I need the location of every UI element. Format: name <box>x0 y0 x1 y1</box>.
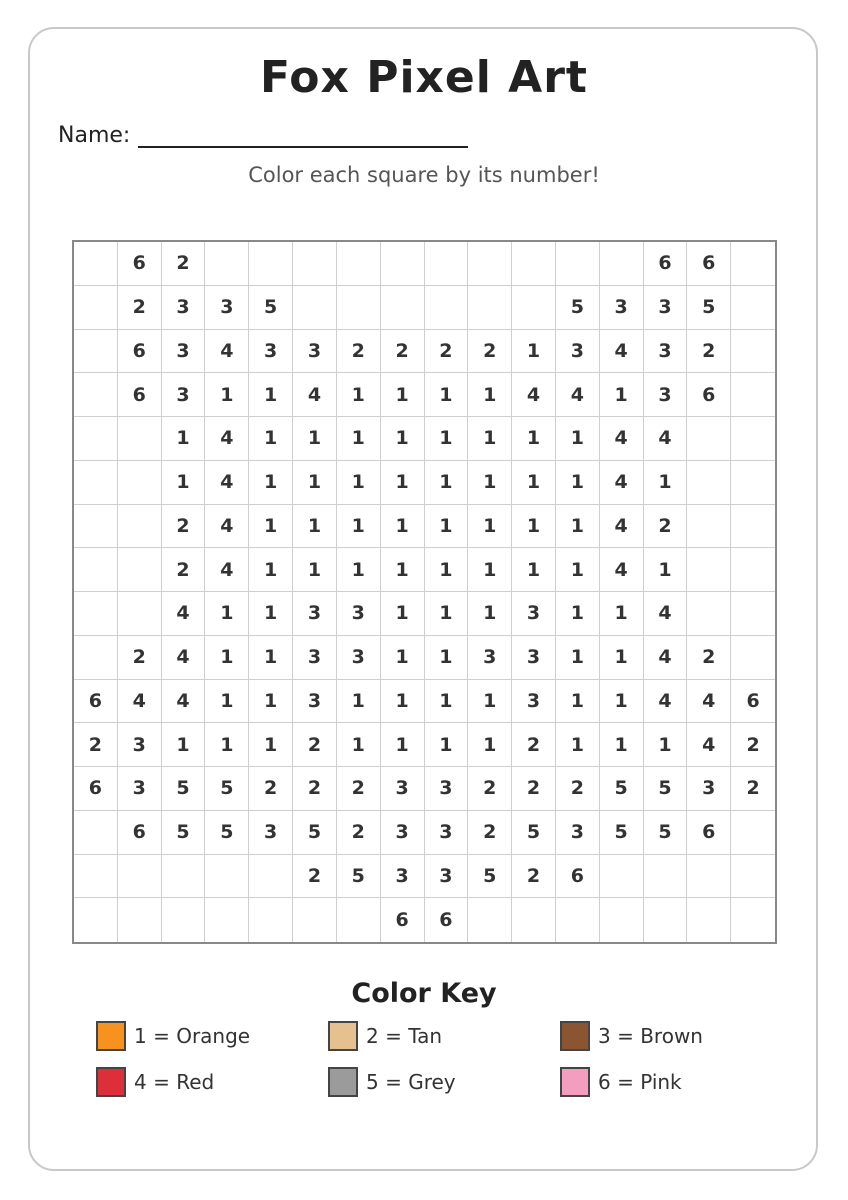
grid-cell: 2 <box>425 330 469 374</box>
grid-cell: 3 <box>381 767 425 811</box>
grid-cell: 6 <box>381 898 425 942</box>
grid-cell: 3 <box>556 330 600 374</box>
grid-cell <box>74 373 118 417</box>
color-key-item <box>328 1066 560 1098</box>
grid-cell: 5 <box>600 767 644 811</box>
grid-cell <box>118 461 162 505</box>
grid-cell <box>381 242 425 286</box>
grid-cell: 1 <box>249 636 293 680</box>
instructions: Color each square by its number! <box>248 163 600 187</box>
color-key-item <box>560 1066 760 1098</box>
grid-cell: 3 <box>556 811 600 855</box>
grid-cell: 1 <box>381 592 425 636</box>
grid-cell: 5 <box>556 286 600 330</box>
grid-cell: 3 <box>118 723 162 767</box>
grid-cell: 1 <box>600 592 644 636</box>
grid-cell <box>687 898 731 942</box>
grid-cell: 1 <box>512 505 556 549</box>
color-swatch <box>96 1067 126 1097</box>
grid-cell <box>468 242 512 286</box>
color-swatch <box>96 1021 126 1051</box>
grid-cell <box>118 592 162 636</box>
color-key-title: Color Key <box>351 978 497 1009</box>
grid-cell: 1 <box>556 636 600 680</box>
color-key-label: 3 = Brown <box>598 1024 703 1048</box>
color-key-label: 4 = Red <box>134 1070 215 1094</box>
grid-cell: 3 <box>249 811 293 855</box>
grid-cell: 1 <box>425 548 469 592</box>
grid-cell: 2 <box>74 723 118 767</box>
grid-cell <box>249 855 293 899</box>
grid-cell <box>731 811 775 855</box>
color-key-label: 2 = Tan <box>366 1024 443 1048</box>
grid-cell: 1 <box>556 505 600 549</box>
grid-cell: 2 <box>687 636 731 680</box>
grid-cell: 1 <box>512 417 556 461</box>
color-swatch <box>328 1067 358 1097</box>
grid-cell: 3 <box>249 330 293 374</box>
grid-cell: 4 <box>644 636 688 680</box>
grid-cell: 3 <box>600 286 644 330</box>
grid-cell: 5 <box>293 811 337 855</box>
grid-cell: 1 <box>600 723 644 767</box>
grid-cell: 3 <box>644 373 688 417</box>
grid-cell: 1 <box>381 461 425 505</box>
grid-cell: 1 <box>425 680 469 724</box>
name-label: Name: <box>58 123 131 148</box>
grid-cell <box>425 242 469 286</box>
grid-cell: 3 <box>425 811 469 855</box>
grid-cell: 1 <box>556 680 600 724</box>
grid-cell <box>687 592 731 636</box>
grid-cell: 2 <box>118 286 162 330</box>
color-key-item <box>96 1020 328 1052</box>
grid-cell <box>74 286 118 330</box>
grid-cell: 6 <box>687 811 731 855</box>
color-swatch <box>560 1067 590 1097</box>
grid-cell: 4 <box>644 680 688 724</box>
grid-cell <box>74 811 118 855</box>
grid-cell: 2 <box>381 330 425 374</box>
grid-cell <box>118 855 162 899</box>
grid-cell: 4 <box>644 592 688 636</box>
grid-cell: 1 <box>162 723 206 767</box>
grid-cell: 4 <box>205 417 249 461</box>
grid-cell: 2 <box>337 811 381 855</box>
name-blank-line[interactable] <box>138 122 468 148</box>
grid-cell: 3 <box>162 286 206 330</box>
grid-cell: 2 <box>556 767 600 811</box>
grid-cell: 3 <box>381 811 425 855</box>
grid-cell: 2 <box>468 811 512 855</box>
grid-cell: 2 <box>118 636 162 680</box>
grid-cell: 2 <box>162 548 206 592</box>
grid-cell: 4 <box>687 723 731 767</box>
grid-cell <box>687 461 731 505</box>
grid-cell <box>556 898 600 942</box>
grid-cell: 1 <box>644 461 688 505</box>
grid-cell: 3 <box>293 330 337 374</box>
grid-cell: 1 <box>425 461 469 505</box>
grid-cell: 4 <box>687 680 731 724</box>
grid-cell <box>74 330 118 374</box>
grid-cell: 1 <box>512 330 556 374</box>
color-key-label: 5 = Grey <box>366 1070 456 1094</box>
grid-cell <box>468 286 512 330</box>
grid-cell: 4 <box>162 680 206 724</box>
grid-cell: 5 <box>205 767 249 811</box>
grid-cell <box>731 636 775 680</box>
grid-cell: 1 <box>249 461 293 505</box>
grid-cell: 6 <box>644 242 688 286</box>
grid-cell: 3 <box>468 636 512 680</box>
color-key-label: 1 = Orange <box>134 1024 251 1048</box>
grid-cell: 1 <box>249 417 293 461</box>
grid-cell: 4 <box>600 330 644 374</box>
grid-cell <box>118 505 162 549</box>
grid-cell: 5 <box>600 811 644 855</box>
grid-cell: 1 <box>337 680 381 724</box>
color-swatch <box>328 1021 358 1051</box>
grid-cell: 1 <box>381 505 425 549</box>
grid-cell <box>731 286 775 330</box>
grid-cell: 2 <box>731 723 775 767</box>
grid-cell: 1 <box>381 680 425 724</box>
grid-cell <box>731 242 775 286</box>
grid-cell: 2 <box>293 767 337 811</box>
grid-cell: 1 <box>337 505 381 549</box>
name-row <box>58 122 468 148</box>
grid-cell <box>468 898 512 942</box>
color-key-item <box>328 1020 560 1052</box>
grid-cell: 1 <box>249 373 293 417</box>
grid-cell <box>74 898 118 942</box>
grid-cell: 5 <box>644 767 688 811</box>
grid-cell: 1 <box>381 373 425 417</box>
grid-cell <box>687 505 731 549</box>
pixel-grid <box>72 240 777 944</box>
grid-cell: 1 <box>381 636 425 680</box>
grid-cell: 4 <box>205 505 249 549</box>
grid-cell: 1 <box>162 461 206 505</box>
grid-cell: 1 <box>337 417 381 461</box>
grid-cell: 1 <box>337 373 381 417</box>
grid-cell: 4 <box>600 548 644 592</box>
grid-cell <box>118 417 162 461</box>
grid-cell: 4 <box>600 505 644 549</box>
grid-cell: 1 <box>337 723 381 767</box>
grid-cell: 6 <box>74 680 118 724</box>
grid-cell <box>687 855 731 899</box>
grid-cell: 1 <box>205 680 249 724</box>
grid-cell: 1 <box>468 592 512 636</box>
grid-cell: 1 <box>556 548 600 592</box>
grid-cell <box>205 898 249 942</box>
grid-cell: 1 <box>600 680 644 724</box>
grid-cell <box>74 505 118 549</box>
grid-cell: 1 <box>600 636 644 680</box>
grid-cell <box>74 417 118 461</box>
grid-cell <box>731 461 775 505</box>
grid-cell: 2 <box>512 855 556 899</box>
grid-cell: 2 <box>731 767 775 811</box>
color-key-item <box>560 1020 760 1052</box>
grid-cell: 4 <box>600 417 644 461</box>
grid-cell <box>74 636 118 680</box>
grid-cell: 1 <box>249 680 293 724</box>
grid-cell: 5 <box>468 855 512 899</box>
grid-cell: 1 <box>556 417 600 461</box>
grid-cell <box>600 242 644 286</box>
grid-cell: 3 <box>293 592 337 636</box>
grid-cell: 1 <box>556 592 600 636</box>
grid-cell <box>249 898 293 942</box>
grid-cell: 2 <box>162 242 206 286</box>
grid-cell <box>337 242 381 286</box>
grid-cell: 1 <box>468 680 512 724</box>
grid-cell <box>644 855 688 899</box>
grid-cell <box>118 548 162 592</box>
grid-cell: 3 <box>337 592 381 636</box>
grid-cell: 2 <box>337 330 381 374</box>
grid-cell: 6 <box>118 811 162 855</box>
grid-cell <box>600 855 644 899</box>
grid-cell: 1 <box>468 461 512 505</box>
grid-cell: 1 <box>293 461 337 505</box>
grid-cell: 1 <box>381 417 425 461</box>
grid-cell: 4 <box>293 373 337 417</box>
grid-cell <box>425 286 469 330</box>
grid-cell: 2 <box>162 505 206 549</box>
grid-cell: 6 <box>74 767 118 811</box>
grid-cell: 1 <box>468 505 512 549</box>
grid-cell: 1 <box>249 548 293 592</box>
grid-cell <box>644 898 688 942</box>
grid-cell: 2 <box>293 855 337 899</box>
grid-cell: 6 <box>556 855 600 899</box>
grid-cell: 6 <box>687 373 731 417</box>
grid-cell: 1 <box>293 548 337 592</box>
grid-cell: 6 <box>687 242 731 286</box>
grid-cell: 1 <box>249 723 293 767</box>
grid-cell: 1 <box>644 723 688 767</box>
grid-cell <box>74 461 118 505</box>
grid-cell: 1 <box>249 592 293 636</box>
grid-cell: 5 <box>337 855 381 899</box>
grid-cell <box>293 286 337 330</box>
grid-cell <box>731 373 775 417</box>
grid-cell: 2 <box>644 505 688 549</box>
grid-cell: 1 <box>205 373 249 417</box>
grid-cell: 5 <box>512 811 556 855</box>
grid-cell <box>512 286 556 330</box>
grid-cell: 1 <box>468 723 512 767</box>
grid-cell: 5 <box>162 767 206 811</box>
grid-cell: 2 <box>468 767 512 811</box>
grid-cell: 2 <box>468 330 512 374</box>
grid-cell <box>731 505 775 549</box>
grid-cell: 3 <box>512 636 556 680</box>
grid-cell: 4 <box>600 461 644 505</box>
grid-cell: 1 <box>425 636 469 680</box>
grid-cell: 6 <box>118 373 162 417</box>
grid-cell: 3 <box>687 767 731 811</box>
grid-cell <box>731 855 775 899</box>
grid-cell: 4 <box>205 330 249 374</box>
grid-cell: 5 <box>644 811 688 855</box>
color-key <box>96 1020 756 1098</box>
grid-cell: 4 <box>205 548 249 592</box>
grid-cell <box>600 898 644 942</box>
grid-cell: 2 <box>512 767 556 811</box>
grid-cell <box>337 898 381 942</box>
grid-cell <box>162 898 206 942</box>
grid-cell: 1 <box>425 723 469 767</box>
grid-cell <box>74 592 118 636</box>
grid-cell <box>74 548 118 592</box>
grid-cell <box>162 855 206 899</box>
color-key-item <box>96 1066 328 1098</box>
grid-cell <box>249 242 293 286</box>
grid-cell: 2 <box>337 767 381 811</box>
grid-cell: 4 <box>644 417 688 461</box>
grid-cell: 3 <box>162 330 206 374</box>
grid-cell: 1 <box>468 548 512 592</box>
grid-cell: 1 <box>512 548 556 592</box>
grid-cell: 1 <box>381 723 425 767</box>
grid-cell: 3 <box>425 767 469 811</box>
grid-cell: 1 <box>249 505 293 549</box>
grid-cell: 2 <box>293 723 337 767</box>
grid-cell: 4 <box>118 680 162 724</box>
grid-cell: 4 <box>162 592 206 636</box>
grid-cell <box>512 898 556 942</box>
grid-cell: 1 <box>381 548 425 592</box>
grid-cell: 2 <box>687 330 731 374</box>
grid-cell: 1 <box>556 723 600 767</box>
grid-cell: 1 <box>337 461 381 505</box>
grid-cell: 1 <box>468 373 512 417</box>
grid-cell: 6 <box>731 680 775 724</box>
grid-cell <box>556 242 600 286</box>
grid-cell: 1 <box>205 636 249 680</box>
grid-cell: 3 <box>205 286 249 330</box>
grid-cell: 1 <box>425 373 469 417</box>
grid-cell: 1 <box>293 417 337 461</box>
color-key-label: 6 = Pink <box>598 1070 682 1094</box>
grid-cell: 4 <box>512 373 556 417</box>
grid-cell <box>118 898 162 942</box>
grid-cell: 5 <box>249 286 293 330</box>
grid-cell: 6 <box>118 242 162 286</box>
grid-cell: 3 <box>337 636 381 680</box>
grid-cell <box>381 286 425 330</box>
grid-cell: 4 <box>162 636 206 680</box>
grid-cell: 3 <box>118 767 162 811</box>
grid-cell <box>512 242 556 286</box>
grid-cell: 5 <box>687 286 731 330</box>
grid-cell: 1 <box>468 417 512 461</box>
grid-cell: 3 <box>425 855 469 899</box>
grid-cell: 1 <box>425 592 469 636</box>
grid-cell: 3 <box>512 680 556 724</box>
grid-cell <box>731 592 775 636</box>
grid-cell: 1 <box>205 592 249 636</box>
grid-cell: 1 <box>205 723 249 767</box>
grid-cell <box>293 898 337 942</box>
grid-cell <box>731 898 775 942</box>
grid-cell: 3 <box>381 855 425 899</box>
page-title: Fox Pixel Art <box>260 52 588 103</box>
grid-cell <box>205 855 249 899</box>
grid-cell: 3 <box>644 286 688 330</box>
grid-cell <box>74 242 118 286</box>
grid-cell: 5 <box>205 811 249 855</box>
grid-cell: 2 <box>512 723 556 767</box>
grid-cell: 3 <box>162 373 206 417</box>
color-swatch <box>560 1021 590 1051</box>
grid-cell: 3 <box>644 330 688 374</box>
grid-cell: 1 <box>337 548 381 592</box>
grid-cell: 1 <box>512 461 556 505</box>
grid-cell <box>731 548 775 592</box>
grid-cell: 5 <box>162 811 206 855</box>
grid-cell: 1 <box>425 505 469 549</box>
grid-cell <box>337 286 381 330</box>
grid-cell: 2 <box>249 767 293 811</box>
grid-cell: 1 <box>556 461 600 505</box>
grid-cell: 1 <box>600 373 644 417</box>
grid-cell: 4 <box>556 373 600 417</box>
grid-cell <box>205 242 249 286</box>
grid-cell <box>731 417 775 461</box>
grid-cell <box>687 548 731 592</box>
grid-cell: 3 <box>293 636 337 680</box>
grid-cell: 1 <box>162 417 206 461</box>
grid-cell: 3 <box>512 592 556 636</box>
grid-cell: 1 <box>644 548 688 592</box>
grid-cell: 6 <box>425 898 469 942</box>
grid-cell <box>74 855 118 899</box>
grid-cell: 4 <box>205 461 249 505</box>
grid-cell: 6 <box>118 330 162 374</box>
grid-cell: 1 <box>425 417 469 461</box>
grid-cell <box>293 242 337 286</box>
grid-cell <box>731 330 775 374</box>
grid-cell <box>687 417 731 461</box>
grid-cell: 1 <box>293 505 337 549</box>
grid-cell: 3 <box>293 680 337 724</box>
